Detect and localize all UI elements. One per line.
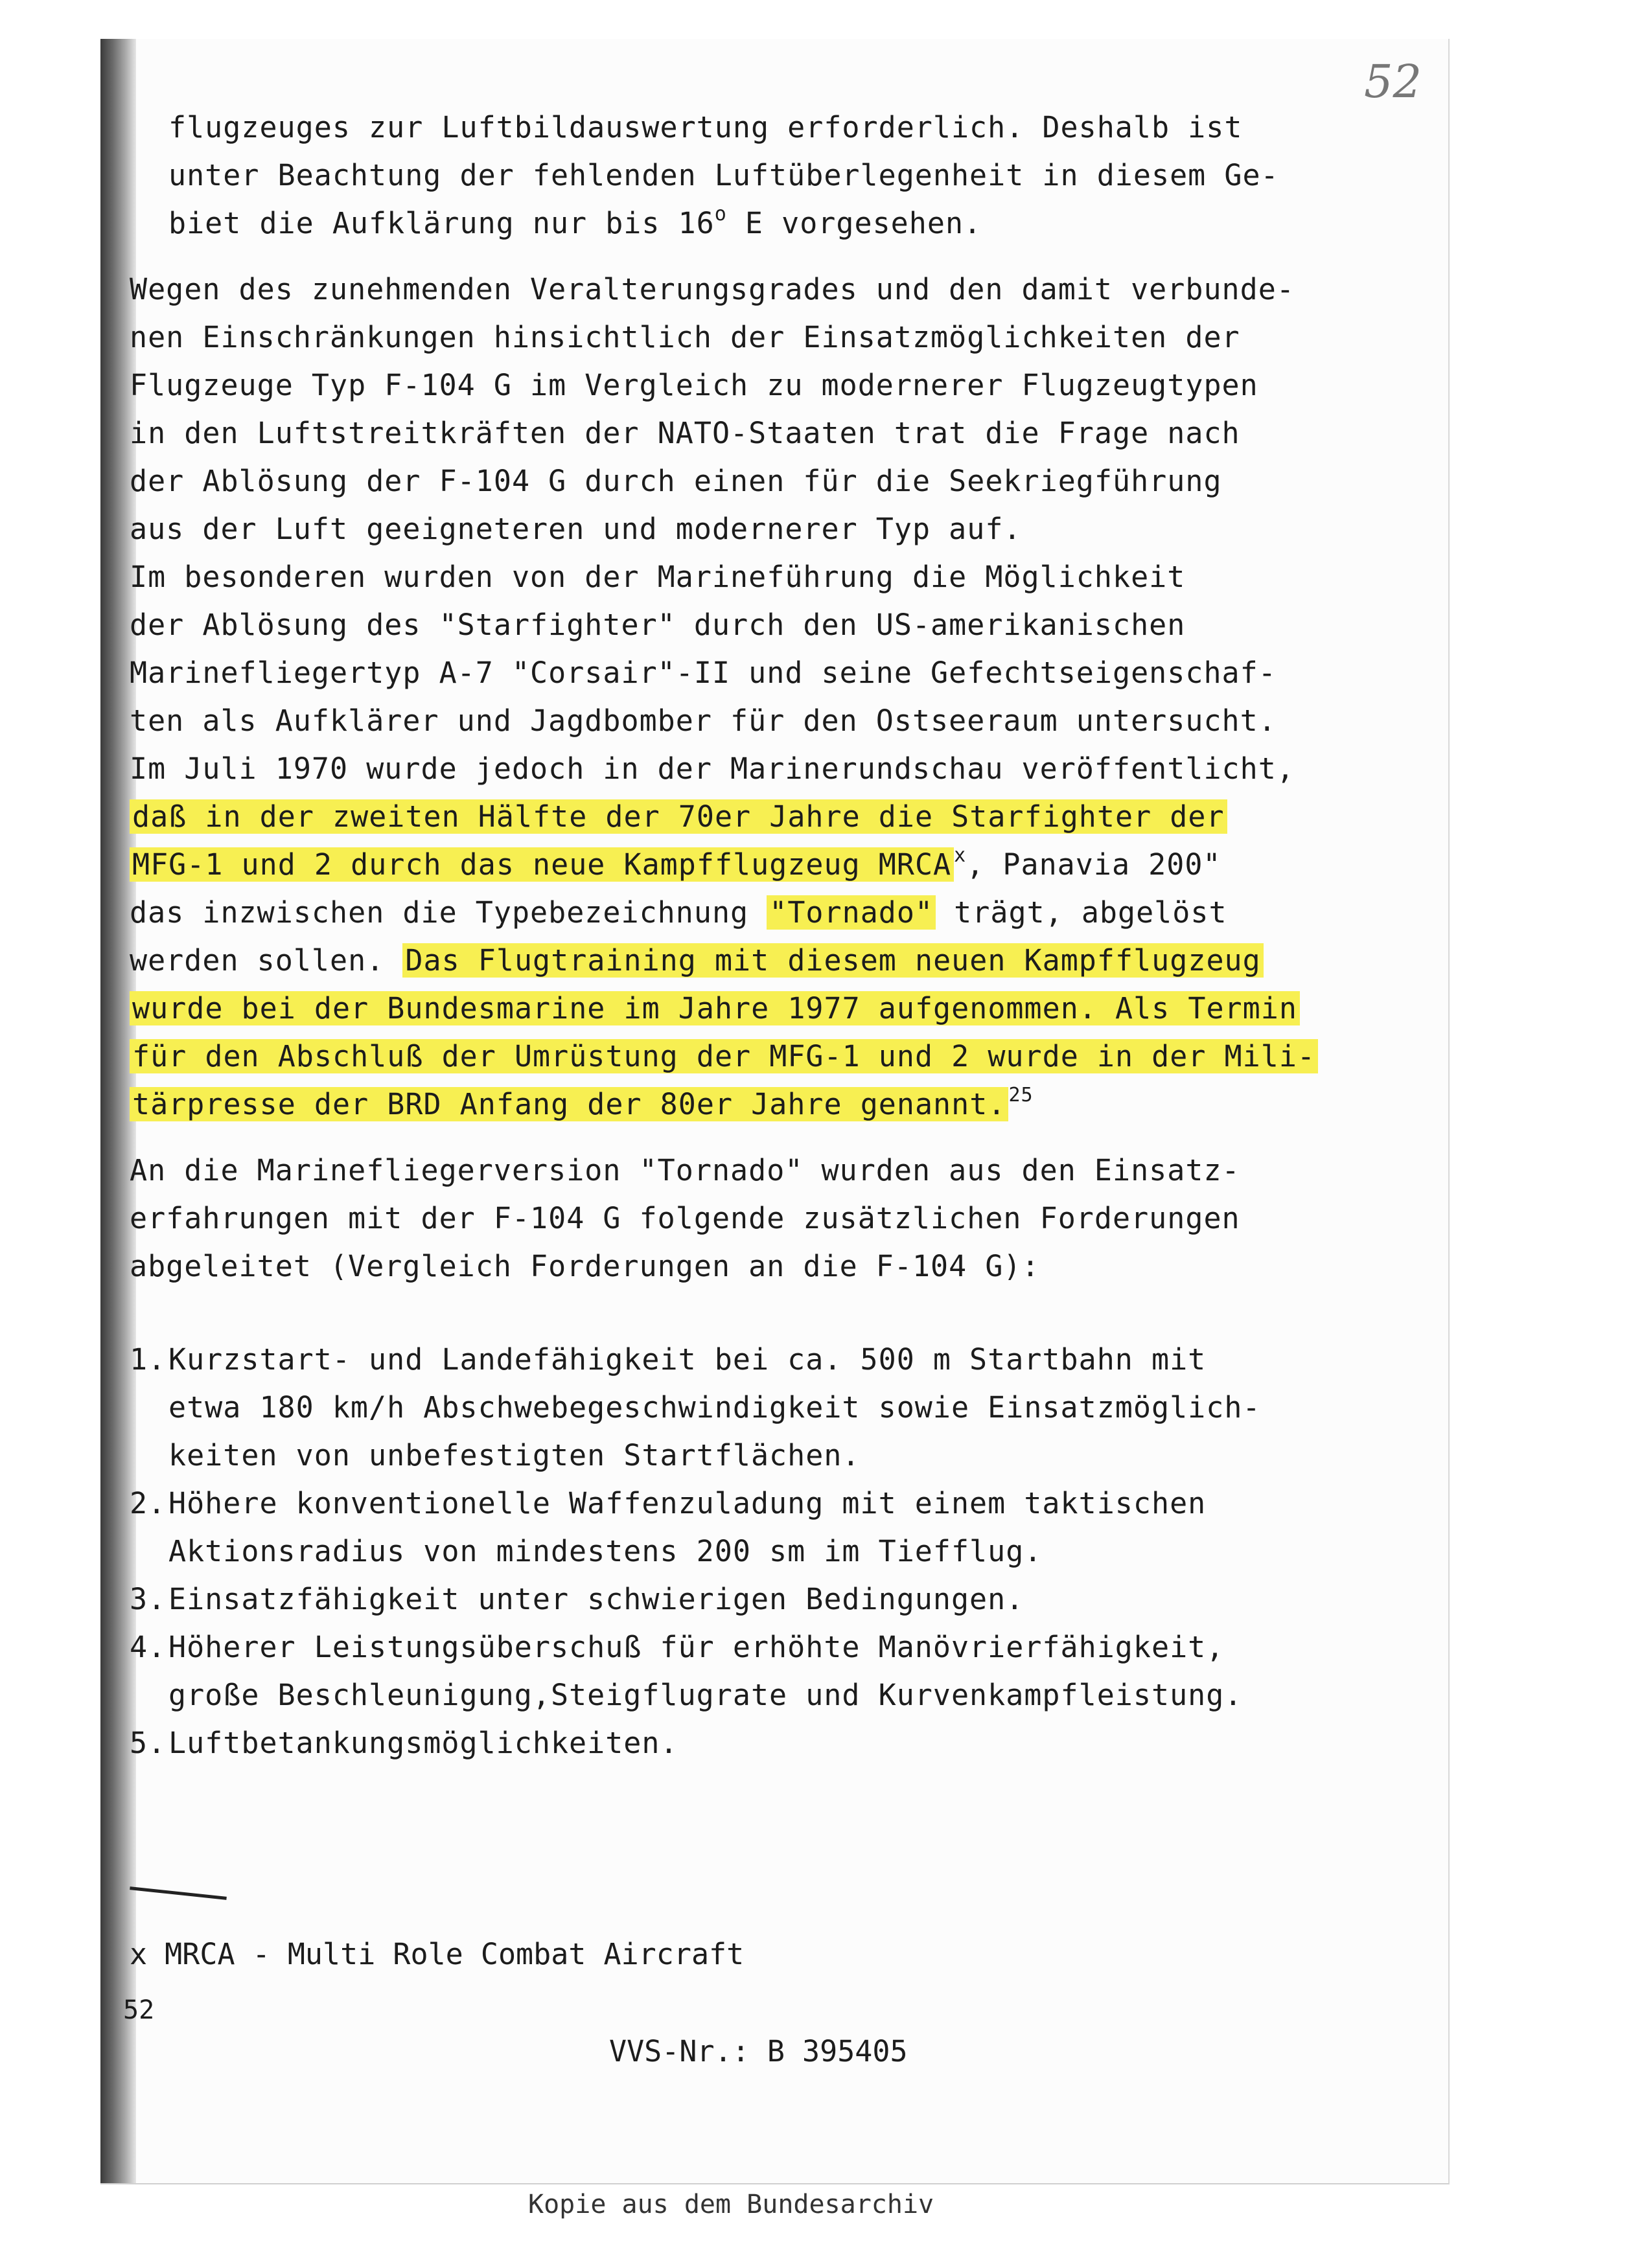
highlighted-text: Das Flugtraining mit diesem neuen Kampfflugzeug	[402, 943, 1263, 978]
text-line	[130, 1147, 1413, 1195]
list-text-line: Höherer Leistungsüberschuß für erhöhte Manövrierfähigkeit,	[168, 1630, 1225, 1664]
text-segment: Wegen des zunehmenden Veralterungsgrades und den damit verbunde-	[130, 272, 1295, 306]
text-segment: An die Marinefliegerversion "Tornado" wurden aus den Einsatz-	[130, 1153, 1240, 1187]
text-line	[130, 889, 1413, 937]
text-line	[130, 841, 1413, 889]
text-line	[130, 266, 1413, 314]
superscript: o	[714, 203, 727, 225]
list-text-line: Kurzstart- und Landefähigkeit bei ca. 500 m Startbahn mit	[168, 1342, 1207, 1377]
text-segment: der Ablösung des "Starfighter" durch den US-amerikanischen	[130, 608, 1186, 642]
list-item	[130, 1480, 1413, 1575]
text-line	[130, 793, 1413, 841]
text-segment: in den Luftstreitkräften der NATO-Staaten trat die Frage nach	[130, 416, 1240, 450]
list-number: 3.	[130, 1582, 167, 1616]
text-segment: erfahrungen mit der F-104 G folgende zusätzlichen Forderungen	[130, 1201, 1240, 1235]
handwritten-page-number: 52	[1364, 55, 1422, 108]
superscript: 25	[1008, 1084, 1034, 1106]
text-line	[130, 1033, 1413, 1081]
text-segment: trägt, abgelöst	[936, 895, 1227, 930]
list-item	[130, 1623, 1413, 1719]
superscript: x	[954, 844, 967, 867]
text-line	[130, 457, 1413, 505]
text-segment: , Panavia 200"	[966, 847, 1221, 882]
list-number: 1.	[130, 1342, 167, 1377]
highlighted-text: MFG-1 und 2 durch das neue Kampfflugzeug MRCA	[130, 847, 954, 882]
list-number: 4.	[130, 1630, 167, 1664]
paragraphs	[130, 104, 1413, 1290]
list-text-line: Höhere konventionelle Waffenzuladung mit einem taktischen	[168, 1486, 1207, 1520]
highlighted-text: tärpresse der BRD Anfang der 80er Jahre genannt.	[130, 1087, 1008, 1121]
text-segment: Im besonderen wurden von der Marineführung die Möglichkeit	[130, 560, 1186, 594]
text-segment: nen Einschränkungen hinsichtlich der Einsatzmöglichkeiten der	[130, 320, 1240, 354]
text-line	[130, 985, 1413, 1033]
list-item	[130, 1575, 1413, 1623]
list-item	[130, 1336, 1413, 1480]
text-line	[130, 152, 1413, 200]
text-line	[130, 409, 1413, 457]
text-line	[130, 505, 1413, 553]
list-text-line: Einsatzfähigkeit unter schwierigen Bedingungen.	[168, 1582, 1024, 1616]
list-number: 5.	[130, 1726, 167, 1760]
archive-stamp: Kopie aus dem Bundesarchiv	[528, 2190, 934, 2219]
body-text	[130, 104, 1413, 1767]
list-text-line: keiten von unbefestigten Startflächen.	[168, 1438, 861, 1472]
paragraph	[130, 266, 1413, 1128]
highlighted-text: "Tornado"	[767, 895, 936, 930]
text-segment: der Ablösung der F-104 G durch einen für die Seekriegführung	[130, 464, 1222, 498]
text-segment: Flugzeuge Typ F-104 G im Vergleich zu modernerer Flugzeugtypen	[130, 368, 1258, 402]
text-line	[130, 361, 1413, 409]
text-line	[130, 745, 1413, 793]
text-line	[130, 937, 1413, 985]
list-text-line: Luftbetankungsmöglichkeiten.	[168, 1726, 678, 1760]
list-text-line: etwa 180 km/h Abschwebegeschwindigkeit sowie Einsatzmöglich-	[168, 1390, 1261, 1425]
text-segment: ten als Aufklärer und Jagdbomber für den Ostseeraum untersucht.	[130, 704, 1277, 738]
list-number: 2.	[130, 1486, 167, 1520]
paragraph	[130, 104, 1413, 247]
text-segment: Marinefliegertyp A-7 "Corsair"-II und seine Gefechtseigenschaf-	[130, 656, 1277, 690]
text-segment: aus der Luft geeigneteren und modernerer Typ auf.	[130, 512, 1022, 546]
highlighted-text: für den Abschluß der Umrüstung der MFG-1 und 2 wurde in der Mili-	[130, 1039, 1318, 1073]
footnote: x MRCA - Multi Role Combat Aircraft	[130, 1937, 745, 1971]
text-segment: das inzwischen die Typebezeichnung	[130, 895, 767, 930]
text-line	[130, 649, 1413, 697]
page-number: 52	[123, 1995, 155, 2025]
text-segment: E vorgesehen.	[726, 206, 982, 240]
requirements-list	[130, 1336, 1413, 1767]
list-text-line: Aktionsradius von mindestens 200 sm im Tiefflug.	[168, 1534, 1043, 1568]
text-line	[130, 697, 1413, 745]
text-segment: biet die Aufklärung nur bis 16	[168, 206, 715, 240]
text-segment: abgeleitet (Vergleich Forderungen an die F-104 G):	[130, 1249, 1040, 1283]
list-item	[130, 1719, 1413, 1767]
text-line	[130, 314, 1413, 361]
list-text-line: große Beschleunigung,Steigflugrate und Kurvenkampfleistung.	[168, 1678, 1243, 1712]
text-line	[130, 104, 1413, 152]
highlighted-text: daß in der zweiten Hälfte der 70er Jahre die Starfighter der	[130, 799, 1227, 834]
paragraph	[130, 1147, 1413, 1290]
text-line	[130, 200, 1413, 247]
highlighted-text: wurde bei der Bundesmarine im Jahre 1977 aufgenommen. Als Termin	[130, 991, 1300, 1025]
text-line	[130, 1081, 1413, 1128]
text-segment: flugzeuges zur Luftbildauswertung erforderlich. Deshalb ist	[168, 110, 1243, 144]
text-line	[130, 553, 1413, 601]
text-segment: werden sollen.	[130, 943, 403, 978]
text-line	[130, 1243, 1413, 1290]
text-segment: Im Juli 1970 wurde jedoch in der Marinerundschau veröffentlicht,	[130, 751, 1295, 786]
text-line	[130, 1195, 1413, 1243]
vvs-number: VVS-Nr.: B 395405	[609, 2034, 908, 2068]
text-segment: unter Beachtung der fehlenden Luftüberlegenheit in diesem Ge-	[168, 158, 1279, 192]
text-line	[130, 601, 1413, 649]
